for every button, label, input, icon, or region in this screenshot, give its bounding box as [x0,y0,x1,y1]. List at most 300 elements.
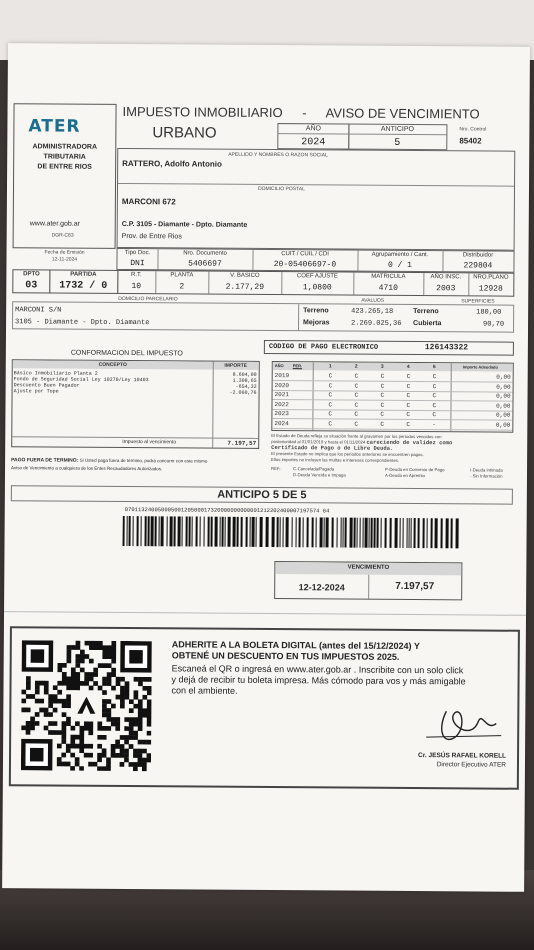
partida-suffix: / 0 [89,280,108,292]
anio-insc-value: 2003 [436,284,456,294]
qr-module [48,712,53,717]
qr-module [115,722,120,727]
domicilio-line-1: MARCONI S/N [15,306,62,315]
barcode-bar [271,517,274,547]
qr-module [102,681,107,686]
qr-module [61,753,66,758]
barcode-bar [144,516,146,546]
codigo-pago-value: 126143322 [424,343,469,353]
qr-module [61,739,66,744]
qr-module [61,762,66,767]
total-label: Impuesto al vencimiento [122,438,177,446]
estado-note-2: posterioridad al 01/01/2019 y hasta el 01/11/2024 [271,439,366,445]
status-cell: C [432,382,437,390]
taxpayer-box [117,148,516,251]
barcode-bar [224,517,225,547]
status-cell: C [406,391,411,399]
status-cell: C [328,391,333,399]
qr-module [89,641,94,646]
address-label: DOMICILIO POSTAL [257,185,305,193]
qr-module [62,663,67,668]
qr-module [134,677,139,682]
qr-module [79,730,84,735]
coef-value: 1,0800 [302,283,332,293]
qr-module [75,762,80,767]
rt-value: 10 [131,282,142,292]
barcode-bar [450,518,452,548]
notice-subtitle: URBANO [152,124,217,142]
qr-module [35,712,40,717]
qr-module [102,753,107,758]
qr-module [111,753,116,758]
qr-module [102,708,107,713]
qr-module [138,740,143,745]
qr-module [71,668,76,673]
qr-module [102,677,107,682]
qr-module [93,762,98,767]
qr-module [115,740,120,745]
barcode-bar [440,518,442,548]
barcode-bar [413,518,415,548]
superficies-label: SUPERFICIES [461,298,495,305]
qr-module [102,766,107,771]
qr-module [62,676,67,681]
qr-module [75,677,80,682]
qr-module [120,695,125,700]
promo-box [9,626,520,790]
estado-note-bold: careciendo de validez como [366,438,453,447]
qr-module [44,690,49,695]
estado-notes [271,433,516,465]
qr-module [75,757,80,762]
barcode-bar [408,518,409,548]
qr-module [79,739,84,744]
qr-module [39,699,44,704]
qr-module [26,681,31,686]
qr-module [79,766,84,771]
status-cell: C [354,410,359,418]
qr-module [129,722,134,727]
rt-label: R.T. [131,272,142,279]
qr-module [138,753,143,758]
qr-module [120,749,125,754]
qr-module [21,708,26,713]
conformacion-table [11,359,260,449]
qr-module [106,717,111,722]
barcode-bar [364,518,367,548]
year-cell: 2024 [274,419,289,427]
barcode-bar [259,517,262,547]
barcode-bar [394,518,397,548]
ref-item: C-Cancelada/Pagada [293,466,335,472]
barcode-bar [455,518,458,548]
concepto-header: CONCEPTO [98,361,127,369]
qr-module [70,753,75,758]
barcode-bar [434,518,437,548]
qr-module [66,699,71,704]
qr-module [97,735,102,740]
qr-module [61,735,66,740]
qr-module [66,694,71,699]
barcode-bar [150,516,153,546]
qr-module [80,681,85,686]
tipo-doc-label: Tipo Doc. [124,249,151,257]
status-cell: C [380,410,385,418]
qr-module [102,650,107,655]
qr-module [84,681,89,686]
qr-module [57,690,62,695]
concepto-cell: Básico Inmobiliario Planta 2 [13,370,98,377]
qr-module [85,641,90,646]
qr-module [124,726,129,731]
qr-module [44,685,49,690]
qr-module [138,726,143,731]
qr-module [84,654,89,659]
status-cell: C [406,382,411,390]
qr-module [88,730,93,735]
qr-module [129,762,134,767]
barcode-bar [279,517,280,547]
qr-module [102,645,107,650]
qr-module [107,663,112,668]
barcode-bar [185,516,187,546]
ref-label: REF.: [271,466,282,472]
distrib-label: Distribuidor [462,252,494,259]
barcode-bar [147,516,149,546]
agency-website: www.ater.gob.ar [29,220,80,228]
promo-line-4: y dejá de recibir tu boleta impresa. Más cómodo para vos y más amigable [171,674,466,687]
barcode-bar [169,516,172,546]
qr-module [39,681,44,686]
qr-module [26,730,31,735]
year-label: AÑO [305,125,322,133]
period-header: 3 [380,363,384,370]
ref-item: A-Deuda en Apremio [384,472,425,479]
qr-module [111,748,116,753]
qr-module [111,717,116,722]
title-right: AVISO DE VENCIMIENTO [325,105,480,122]
qr-module [142,695,147,700]
qr-module [75,735,80,740]
qr-module [138,699,143,704]
qr-module [80,654,85,659]
qr-module [76,654,81,659]
qr-finder [31,649,45,663]
status-cell: C [432,411,437,419]
qr-module [21,725,26,730]
qr-module [102,704,107,709]
vencimiento-box [274,561,462,600]
barcode-bar [445,518,448,548]
qr-module [84,672,89,677]
terreno-sup: 180,00 [476,308,502,317]
barcode-bar [430,518,432,548]
barcode-bar [285,517,288,547]
barcode-bar [140,516,141,546]
qr-module [115,753,120,758]
qr-module [35,690,40,695]
terreno-label: Terreno [303,307,329,315]
qr-finder [129,650,143,664]
barcode-bar [154,516,156,546]
qr-module [48,721,53,726]
period-box [277,123,447,150]
qr-module [89,686,94,691]
anticipo-label: ANTICIPO [380,125,414,134]
qr-module [26,676,31,681]
qr-module [66,744,71,749]
qr-module [124,717,129,722]
qr-module [129,731,134,736]
barcode-bar [128,516,130,546]
status-cell: - [432,420,436,428]
qr-module [115,726,120,731]
qr-module [75,659,80,664]
qr-module [133,731,138,736]
status-cell: C [354,420,358,428]
qr-module [107,650,112,655]
qr-module [30,717,35,722]
anio-insc-label: AÑO INSC. [430,274,462,281]
terms-title: PAGO FUERA DE TERMINO: [11,457,79,464]
barcode-bar [188,516,190,546]
barcode-bar [380,518,381,548]
barcode [122,516,460,558]
qr-module [111,645,116,650]
qr-module [53,699,58,704]
col-per: PER. [292,363,303,369]
qr-module [89,645,94,650]
agency-name [14,142,115,173]
dpto-value: 03 [25,280,38,292]
qr-module [44,712,49,717]
qr-module [97,757,102,762]
qr-module [84,744,89,749]
status-cell: C [406,372,411,380]
ids-box [116,248,514,273]
barcode-bar [255,517,256,547]
qr-module [98,686,103,691]
qr-module [97,722,102,727]
qr-module [133,695,138,700]
title-dash: - [302,105,307,121]
ater-logo: ATER [28,116,81,137]
barcode-bar [195,516,197,546]
qr-module [111,704,116,709]
qr-module [93,681,98,686]
barcode-bar [376,518,378,548]
cuit-value: 20-05406697-0 [273,260,337,270]
status-cell: C [380,420,384,428]
qr-module [70,744,75,749]
qr-module [111,686,116,691]
concepto-cell: Fondo de Seguridad Social Ley 10270/Ley 10403 [13,376,149,384]
qr-module [71,672,76,677]
qr-module [26,685,31,690]
barcode-bar [356,518,357,548]
qr-module [30,694,35,699]
qr-module [58,663,63,668]
qr-module [97,766,102,771]
status-cell: C [432,392,437,400]
barcode-bar [291,517,292,547]
barcode-bar [122,516,124,546]
qr-module [147,722,152,727]
mejoras-label: Mejoras [303,319,330,327]
qr-module [48,694,53,699]
qr-module [97,726,102,731]
qr-module [88,744,93,749]
nro-plano-label: NRO.PLANO [473,274,509,281]
terreno-sup-label: Terreno [413,308,439,316]
qr-module [134,690,139,695]
qr-module [111,654,116,659]
postal-city: C.P. 3105 - Diamante - Dpto. Diamante [121,220,248,229]
qr-module [124,735,129,740]
qr-module [67,645,72,650]
barcode-bar [295,517,296,547]
qr-module [26,725,31,730]
mejoras-avaluo: 2.269.025,36 [351,319,402,328]
barcode-bar [340,518,341,548]
postal-province: Prov. de Entre Rios [121,232,182,241]
promo-line-1: ADHERITE A LA BOLETA DIGITAL (antes del 15/12/2024) Y [171,639,420,652]
cuit-label: CUIT / CUIL / CDI [281,251,329,258]
status-cell: C [406,401,411,409]
qr-module [111,650,116,655]
qr-module [44,681,49,686]
qr-module [97,753,102,758]
barcode-bar [362,518,363,548]
qr-module [102,726,107,731]
nro-doc-value: 5406697 [188,259,222,269]
qr-module [115,717,120,722]
barcode-bar [207,517,209,547]
status-cell: C [354,372,359,380]
partida-value [49,280,117,291]
barcode-bar [315,517,316,547]
barcode-bar [214,517,217,547]
qr-module [80,668,85,673]
qr-module [124,749,129,754]
qr-module [26,694,31,699]
qr-module [129,735,134,740]
barcode-bar [319,517,322,547]
period-header: 1 [328,363,332,370]
qr-module [124,740,129,745]
qr-module [120,690,125,695]
barcode-bar [166,516,167,546]
period-header: 5 [432,364,436,371]
barcode-bar [251,517,254,547]
qr-module [106,713,111,718]
qr-module [57,744,62,749]
qr-module [111,641,116,646]
domicilio-parcelario-label: DOMICILIO PARCELARIO [118,295,178,303]
qr-code[interactable] [21,640,152,771]
ref-item: I-Deuda intimada [470,467,503,473]
qr-module [62,703,67,708]
qr-module [138,749,143,754]
qr-module [66,681,71,686]
codigo-pago-label: CODIGO DE PAGO ELECTRONICO [268,343,379,352]
qr-module [102,663,107,668]
barcode-bar [410,518,411,548]
barcode-bar [173,516,175,546]
qr-module [35,721,40,726]
qr-module [26,721,31,726]
title-left: IMPUESTO INMOBILIARIO [122,103,283,121]
qr-module [39,708,44,713]
qr-module [89,659,94,664]
qr-module [97,744,102,749]
barcode-bar [227,517,230,547]
qr-module [88,721,93,726]
qr-module [79,748,84,753]
status-cell: C [380,382,385,390]
qr-module [143,677,148,682]
barcode-bar [177,516,180,546]
barcode-bar [132,516,133,546]
barcode-bar [306,517,308,547]
tipo-doc-value: DNI [130,259,145,269]
qr-module [75,663,80,668]
col-anio: AÑO [274,363,284,369]
importe-cell: 1.308,65 [232,377,257,384]
qr-module [48,703,53,708]
qr-module [102,748,107,753]
year-cell: 2021 [274,391,289,399]
qr-module [147,708,152,713]
qr-module [142,749,147,754]
qr-module [111,668,116,673]
qr-module [107,645,112,650]
qr-module [93,672,98,677]
qr-module [107,708,112,713]
qr-module [71,645,76,650]
year-cell: 2023 [274,410,289,418]
barcode-bar [203,517,204,547]
qr-module [142,762,147,767]
barcode-bar [265,517,268,547]
barcode-bar [349,518,352,548]
planta-label: PLANTA [170,272,194,279]
coef-label: COEF AJUSTE [296,273,338,280]
agency-line-2: TRIBUTARIA [43,153,86,161]
barcode-bar [353,518,355,548]
emision-label: Fecha de Emisión [44,249,85,256]
qr-module [57,681,62,686]
barcode-bar [136,516,138,546]
qr-module [142,767,147,772]
adeudado-cell: 0,00 [495,411,511,419]
matricula-value: 4710 [378,283,398,293]
vbasico-label: V. BASICO [230,272,260,279]
qr-module [62,699,67,704]
qr-module [120,699,125,704]
qr-module [124,758,129,763]
qr-module [66,762,71,767]
qr-module [143,686,148,691]
qr-module [102,699,107,704]
nro-doc-label: Nro. Documento [183,250,227,257]
qr-module [107,699,112,704]
barcode-bar [331,517,333,547]
barcode-bar [126,516,127,546]
qr-module [102,690,107,695]
qr-module [133,717,138,722]
qr-module [102,735,107,740]
